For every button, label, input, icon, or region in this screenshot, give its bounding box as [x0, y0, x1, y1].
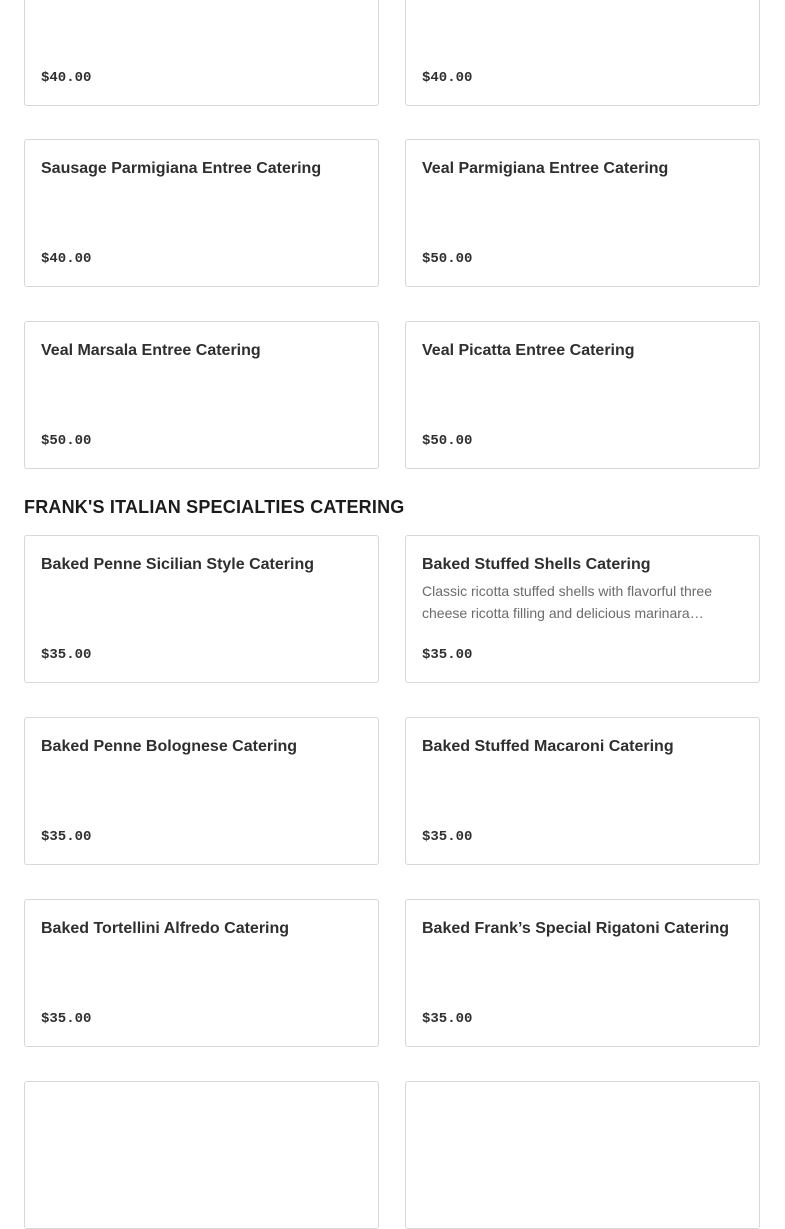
menu-item-card[interactable] — [24, 717, 379, 865]
menu-item-card[interactable] — [24, 139, 379, 287]
menu-item-price: $35.00 — [41, 647, 92, 663]
menu-item-price: $40.00 — [41, 70, 92, 86]
menu-item-price: $35.00 — [41, 829, 92, 845]
menu-item-name: Veal Picatta Entree Catering — [422, 342, 635, 359]
menu-item-price: $50.00 — [422, 433, 473, 449]
menu-item-card[interactable] — [24, 321, 379, 469]
menu-item-card[interactable] — [405, 1081, 760, 1229]
menu-item-name: Baked Penne Sicilian Style Catering — [41, 556, 314, 573]
menu-item-name: Baked Stuffed Macaroni Catering — [422, 738, 674, 755]
menu-item-name: Baked Frank’s Special Rigatoni Catering — [422, 920, 730, 937]
menu-item-name: Baked Tortellini Alfredo Catering — [41, 920, 290, 937]
menu-item-card[interactable] — [24, 1081, 379, 1229]
menu-item-card[interactable] — [24, 535, 379, 683]
menu-item-description: Classic ricotta stuffed shells with flavorful three cheese ricotta filling and delicious marinara… — [422, 583, 712, 621]
menu-item-price: $35.00 — [422, 647, 473, 663]
menu-item-name: Baked Penne Bolognese Catering — [41, 738, 298, 755]
menu-item-price: $40.00 — [422, 70, 473, 86]
menu-item-price: $35.00 — [422, 1011, 473, 1027]
menu-item-name: Veal Parmigiana Entree Catering — [422, 160, 669, 177]
menu-item-card[interactable] — [405, 899, 760, 1047]
menu-item-card[interactable] — [405, 535, 760, 683]
menu-item-name: Baked Stuffed Shells Catering — [422, 556, 651, 573]
menu-item-price: $50.00 — [422, 251, 473, 267]
menu-item-card[interactable] — [405, 0, 760, 106]
menu-item-card[interactable] — [405, 717, 760, 865]
menu-item-card[interactable] — [405, 321, 760, 469]
menu-item-price: $50.00 — [41, 433, 92, 449]
menu-item-card[interactable] — [24, 899, 379, 1047]
section-title: FRANK'S ITALIAN SPECIALTIES CATERING — [24, 497, 405, 517]
menu-item-price: $35.00 — [422, 829, 473, 845]
menu-item-card[interactable] — [24, 0, 379, 106]
menu-item-name: Veal Marsala Entree Catering — [41, 342, 261, 359]
menu-item-name: Sausage Parmigiana Entree Catering — [41, 160, 322, 177]
menu-item-card[interactable] — [405, 139, 760, 287]
menu-item-price: $40.00 — [41, 251, 92, 267]
menu-item-price: $35.00 — [41, 1011, 92, 1027]
